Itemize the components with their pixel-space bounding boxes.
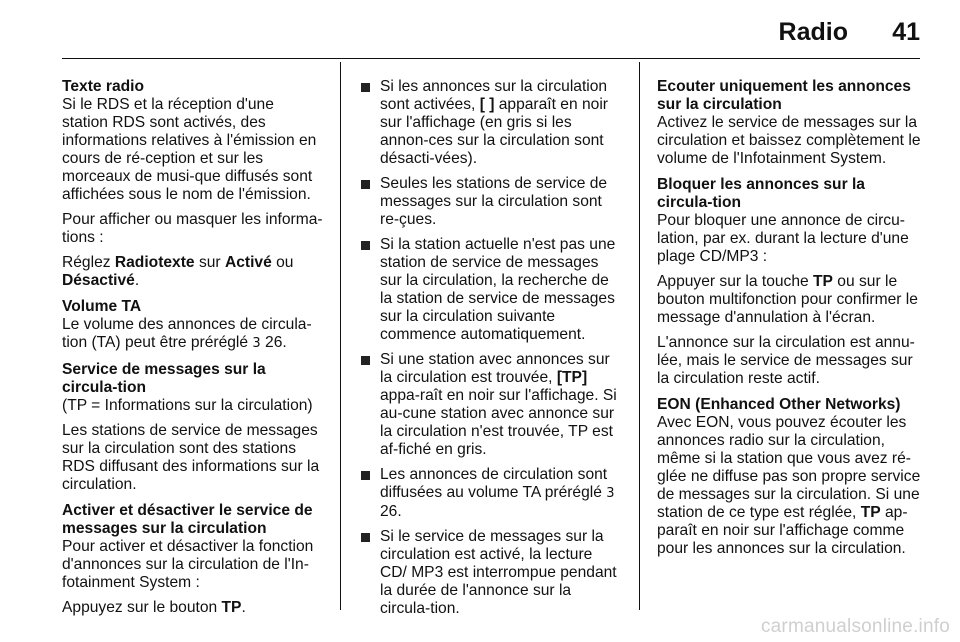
column-divider-1 xyxy=(340,62,341,610)
square-bullet-icon xyxy=(361,83,370,92)
paragraph: Activez le service de messages sur la circulation et baissez complètement le volume de l'Infotainment System. xyxy=(657,114,921,167)
bold-term: [TP] xyxy=(556,369,588,386)
text-run: . xyxy=(241,599,246,616)
section-activer-desactiver xyxy=(62,502,324,617)
section-heading: Bloquer les annonces sur la circula-tion xyxy=(657,176,865,211)
text-run: Si une station avec annonces sur la circulation est trouvée, xyxy=(380,351,610,386)
page-header xyxy=(62,18,920,48)
list-item xyxy=(360,528,622,618)
paragraph: Si le RDS et la réception d'une station RDS sont activés, des informations relatives à l'émission en cours de ré-ception et sur les morceaux de musi-que diffusés sont affichées sous le nom de l'émission. xyxy=(62,96,317,203)
square-bullet-icon xyxy=(361,180,370,189)
text-run: sur xyxy=(194,254,225,271)
section-bloquer-annonces xyxy=(657,176,921,388)
text-run: Réglez xyxy=(62,254,115,271)
list-item xyxy=(360,351,622,459)
text-run: ap-paraît en noir sur l'affichage comme pour les annonces sur la circulation. xyxy=(657,504,908,557)
paragraph xyxy=(62,599,324,617)
bold-term: TP xyxy=(860,504,881,521)
paragraph: Pour activer et désactiver la fonction d'annonces sur la circulation de l'In-fotainment System : xyxy=(62,538,314,591)
text-run: Si le service de messages sur la circulation est activé, la lecture CD/ MP3 est interrompue pendant la durée de l'annonce sur la circula-tion. xyxy=(380,528,617,617)
text-run: Avec EON, vous pouvez écouter les annonces radio sur la circulation, même si la station que vous avez ré-glée ne diffuse pas son propre service de messages sur la circulation. Si une station de ce type est réglée, xyxy=(657,414,921,521)
bold-term: Radiotexte xyxy=(114,254,195,271)
section-heading: Volume TA xyxy=(62,298,142,315)
watermark: carmanualsonline.info xyxy=(760,616,950,637)
column-2 xyxy=(360,78,622,618)
text-run: ou xyxy=(271,254,294,271)
list-item xyxy=(360,236,622,344)
text-run: . xyxy=(134,272,140,289)
text-run: 26. xyxy=(260,334,287,351)
bold-term: Désactivé xyxy=(62,272,135,289)
list-item xyxy=(360,466,622,521)
bold-term: TP xyxy=(221,599,242,616)
column-3 xyxy=(657,78,921,558)
text-run: ou sur le bouton multifonction pour confirmer le message d'annulation à l'écran. xyxy=(657,273,918,326)
list-item xyxy=(360,78,622,168)
paragraph: Les stations de service de messages sur la circulation sont des stations RDS diffusant des informations sur la circulation. xyxy=(62,422,320,493)
paragraph xyxy=(657,273,921,327)
paragraph: L'annonce sur la circulation est annu-lée, mais le service de messages sur la circulation reste actif. xyxy=(657,334,915,387)
text-run: Le volume des annonces de circula-tion (TA) peut être préréglé xyxy=(62,316,312,351)
text-run: apparaît en noir sur l'affichage (en gris si les annon-ces sur la circulation sont désacti-vées). xyxy=(380,96,608,167)
section-heading: Activer et désactiver le service de messages sur la circulation xyxy=(62,502,313,537)
square-bullet-icon xyxy=(361,471,370,480)
paragraph xyxy=(657,414,921,558)
square-bullet-icon xyxy=(361,241,370,250)
header-divider xyxy=(62,58,920,59)
column-divider-2 xyxy=(639,62,640,610)
paragraph: Pour afficher ou masquer les informa-tions : xyxy=(62,211,323,246)
section-texte-radio xyxy=(62,78,324,290)
bold-term: TP xyxy=(813,273,833,290)
bold-term: Activé xyxy=(224,254,272,271)
text-run: Les annonces de circulation sont diffusées au volume TA préréglé xyxy=(380,466,608,501)
page-reference-icon: 3 xyxy=(252,336,261,351)
paragraph xyxy=(62,316,324,353)
text-run: appa-raît en noir sur l'affichage. Si au-cune station avec annonce sur la circulation n'est trouvée, TP est af-fiché en gris. xyxy=(380,387,617,458)
text-run: Si les annonces sur la circulation sont activées, xyxy=(380,78,608,113)
section-eon xyxy=(657,396,921,558)
text-run: Appuyez sur le bouton xyxy=(62,599,222,616)
bullet-list xyxy=(360,78,622,618)
section-volume-ta xyxy=(62,298,324,353)
text-run: Appuyer sur la touche xyxy=(657,273,814,290)
square-bullet-icon xyxy=(361,533,370,542)
page-title: Radio xyxy=(778,18,848,46)
section-heading: Texte radio xyxy=(62,78,145,95)
section-heading: EON (Enhanced Other Networks) xyxy=(657,396,901,413)
square-bullet-icon xyxy=(361,356,370,365)
section-ecouter-annonces xyxy=(657,78,921,168)
section-heading: Service de messages sur la circula-tion xyxy=(62,361,266,396)
section-service-messages xyxy=(62,361,324,494)
paragraph: Pour bloquer une annonce de circu-lation, par ex. durant la lecture d'une plage CD/MP3 : xyxy=(657,212,909,265)
paragraph: (TP = Informations sur la circulation) xyxy=(62,397,313,414)
page-reference-icon: 3 xyxy=(606,486,615,501)
column-1 xyxy=(62,78,324,617)
text-run: Seules les stations de service de messages sur la circulation sont re-çues. xyxy=(380,175,608,228)
section-heading: Ecouter uniquement les annonces sur la circulation xyxy=(657,78,911,113)
page-number: 41 xyxy=(892,18,920,46)
text-run: 26. xyxy=(380,503,402,520)
paragraph xyxy=(62,254,324,290)
bold-term: [ ] xyxy=(479,96,495,113)
text-run: Si la station actuelle n'est pas une station de service de messages sur la circulation, la recherche de la station de service de messages sur la circulation suivante commence automatiquement. xyxy=(380,236,616,343)
list-item xyxy=(360,175,622,229)
